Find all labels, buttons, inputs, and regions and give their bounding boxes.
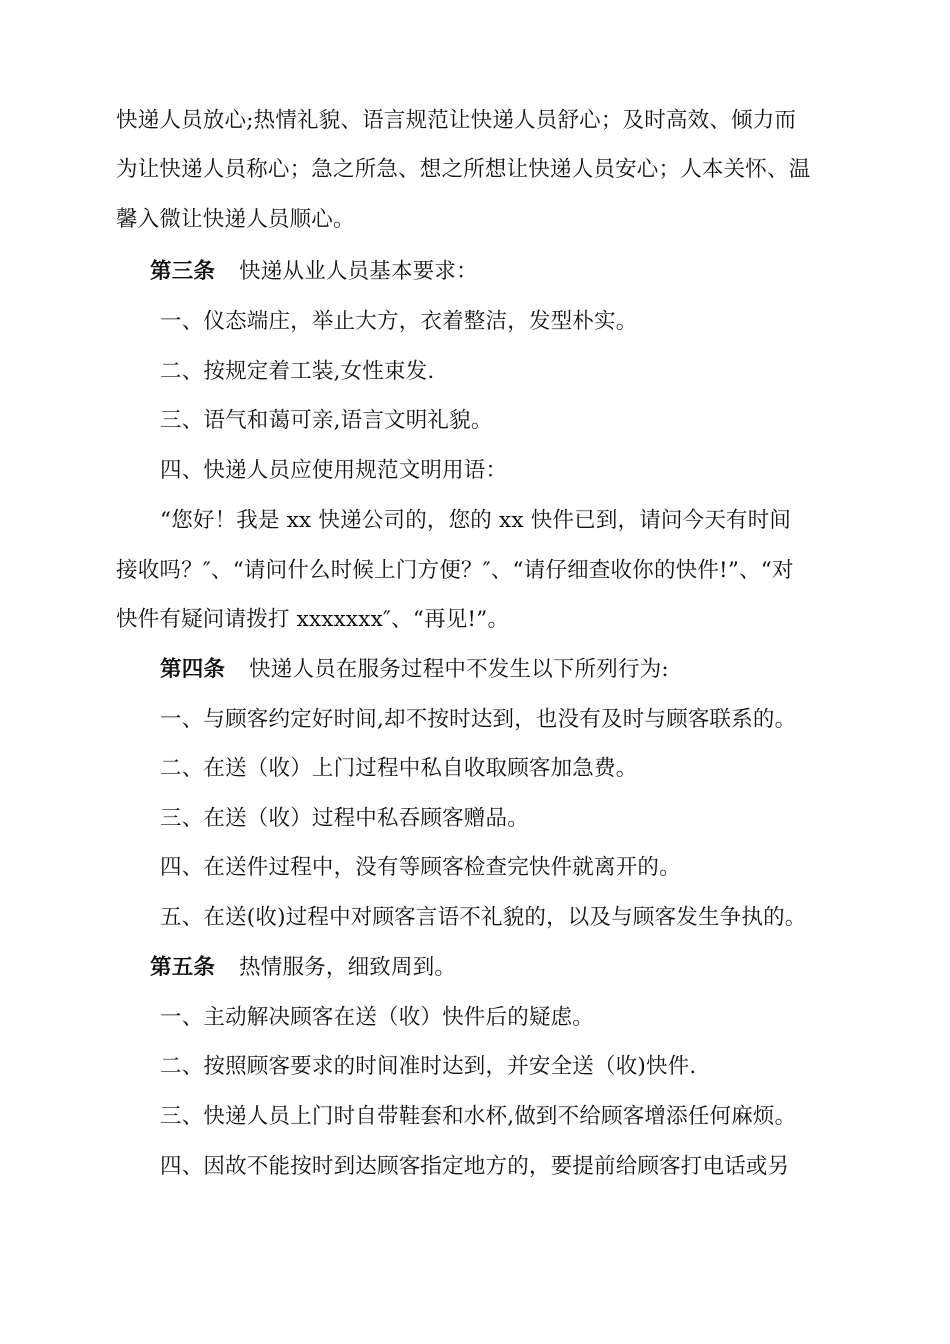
article4-item-5: 五、在送(收)过程中对顾客言语不礼貌的，以及与顾客发生争执的。 xyxy=(160,905,807,930)
quote-line-3: 快件有疑问请拨打 xxxxxxx″、“再见!”。 xyxy=(116,607,510,632)
article3-item-2: 二、按规定着工装,女性束发. xyxy=(160,359,435,384)
article4-title: 快递人员在服务过程中不发生以下所列行为: xyxy=(249,657,669,682)
article4-item-3: 三、在送（收）过程中私吞顾客赠品。 xyxy=(160,806,529,831)
article5-item-3: 三、快递人员上门时自带鞋套和水杯,做到不给顾客增添任何麻烦。 xyxy=(160,1104,797,1129)
article3-label: 第三条 xyxy=(150,259,216,284)
article5-heading xyxy=(150,953,456,983)
intro-line-3: 馨入微让快递人员顺心。 xyxy=(116,207,355,232)
article4-heading xyxy=(160,655,669,685)
quote-line-2: 接收吗？″、“请问什么时候上门方便？″、“请仔细查收你的快件!”、“对 xyxy=(116,558,794,583)
intro-line-2: 为让快递人员称心；急之所急、想之所想让快递人员安心；人本关怀、温 xyxy=(116,157,811,182)
article4-label: 第四条 xyxy=(160,657,226,682)
article3-item-4: 四、快递人员应使用规范文明用语： xyxy=(160,458,508,483)
article4-item-1: 一、与顾客约定好时间,却不按时达到，也没有及时与顾客联系的。 xyxy=(160,707,797,732)
article5-item-1: 一、主动解决顾客在送（收）快件后的疑虑。 xyxy=(160,1005,595,1030)
intro-line-1: 快递人员放心;热情礼貌、语言规范让快递人员舒心；及时高效、倾力而 xyxy=(116,108,797,133)
article5-label: 第五条 xyxy=(150,955,216,980)
article4-item-2: 二、在送（收）上门过程中私自收取顾客加急费。 xyxy=(160,756,638,781)
article3-title: 快递从业人员基本要求： xyxy=(239,259,478,284)
article5-item-2: 二、按照顾客要求的时间准时达到，并安全送（收)快件. xyxy=(160,1054,697,1079)
article3-item-3: 三、语气和蔼可亲,语言文明礼貌。 xyxy=(160,408,493,433)
article3-item-1: 一、仪态端庄，举止大方，衣着整洁，发型朴实。 xyxy=(160,309,638,334)
article5-title: 热情服务，细致周到。 xyxy=(239,955,457,980)
quote-line-1: “您好！我是 xx 快递公司的，您的 xx 快件已到，请问今天有时间 xyxy=(160,508,792,533)
article3-heading xyxy=(150,257,478,287)
article5-item-4: 四、因故不能按时到达顾客指定地方的，要提前给顾客打电话或另 xyxy=(160,1154,790,1179)
article4-item-4: 四、在送件过程中，没有等顾客检查完快件就离开的。 xyxy=(160,855,681,880)
